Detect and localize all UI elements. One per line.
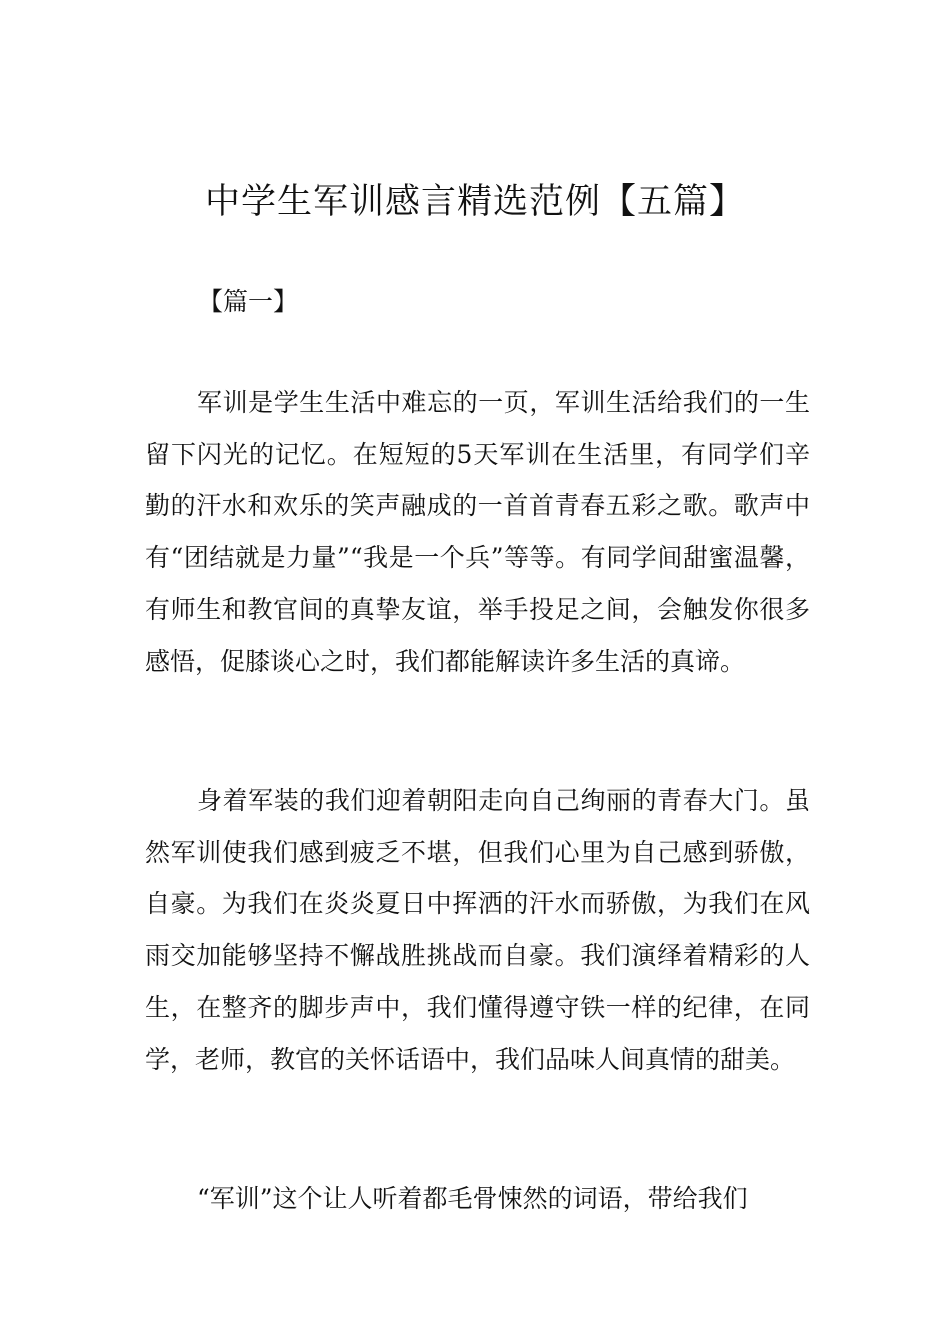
section-heading: 【篇一】	[198, 287, 299, 316]
paragraph-1: 军训是学生生活中难忘的一页，军训生活给我们的一生留下闪光的记忆。在短短的5天军训在生活里，有同学们辛勤的汗水和欢乐的笑声融成的一首首青春五彩之歌。歌声中有“团结就是力量”“我是一个兵”等等。有同学间甜蜜温馨，有师生和教官间的真挚友谊，举手投足之间，会触发你很多感悟，促膝谈心之时，我们都能解读许多生活的真谛。	[145, 388, 810, 676]
paragraph-2: 身着军装的我们迎着朝阳走向自己绚丽的青春大门。虽然军训使我们感到疲乏不堪，但我们心里为自己感到骄傲，自豪。为我们在炎炎夏日中挥洒的汗水而骄傲，为我们在风雨交加能够坚持不懈战胜挑战而自豪。我们演绎着精彩的人生，在整齐的脚步声中，我们懂得遵守铁一样的纪律，在同学，老师，教官的关怀话语中，我们品味人间真情的甜美。	[145, 786, 810, 1074]
paragraph-3: “军训”这个让人听着都毛骨悚然的词语，带给我们	[197, 1184, 748, 1213]
document-title: 中学生军训感言精选范例【五篇】	[204, 182, 745, 222]
